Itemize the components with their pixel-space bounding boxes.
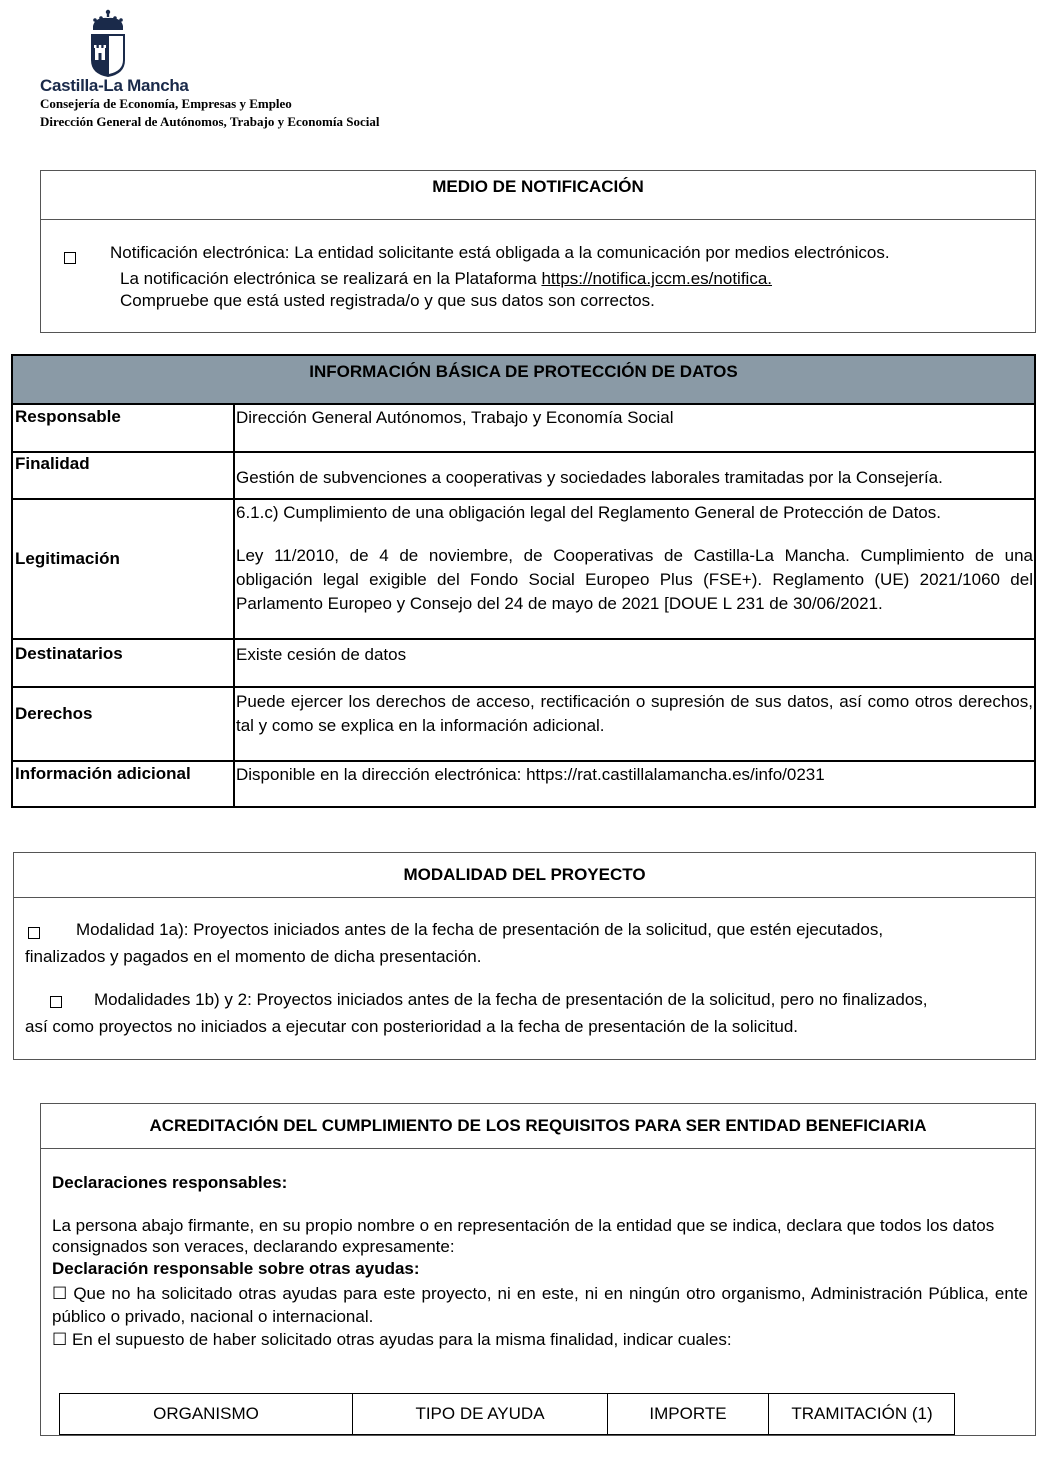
finalidad-label: Finalidad bbox=[15, 454, 90, 473]
castilla-la-mancha-logo bbox=[85, 8, 131, 78]
header-tipo-ayuda: TIPO DE AYUDA bbox=[415, 1404, 545, 1423]
modality-1a-text-line2: finalizados y pagados en el momento de dicha presentación. bbox=[25, 947, 482, 966]
declaration-intro: La persona abajo firmante, en su propio nombre o en representación de la entidad que se indica, declara que todos los datos consignados son veraces, declarando expresamente: bbox=[52, 1216, 995, 1256]
notification-platform-link[interactable]: https://notifica.jccm.es/notifica. bbox=[541, 269, 772, 288]
modality-1b-2-text-line1: Modalidades 1b) y 2: Proyectos iniciados antes de la fecha de presentación de la solicitud, pero no finalizados, bbox=[94, 990, 928, 1009]
modality-section bbox=[13, 852, 1036, 1060]
electronic-notification-text: Notificación electrónica: La entidad solicitante está obligada a la comunicación por medios electrónicos. bbox=[110, 243, 890, 262]
derechos-label: Derechos bbox=[15, 704, 93, 723]
modality-title: MODALIDAD DEL PROYECTO bbox=[403, 865, 646, 884]
header-tramitacion: TRAMITACIÓN (1) bbox=[791, 1404, 933, 1423]
destinatarios-value: Existe cesión de datos bbox=[236, 645, 407, 664]
accreditation-section bbox=[40, 1103, 1036, 1436]
directorate-name: Dirección General de Autónomos, Trabajo y Economía Social bbox=[40, 114, 380, 129]
no-other-aid-option[interactable]: ☐ Que no ha solicitado otras ayudas para este proyecto, ni en este, ni en ningún otro organismo, Administración Pública, ente público o privado, nacional o internacional. bbox=[52, 1284, 1028, 1326]
modality-1b-2-text-line2: así como proyectos no iniciados a ejecutar con posterioridad a la fecha de presentación de la solicitud. bbox=[25, 1017, 799, 1036]
header-importe: IMPORTE bbox=[649, 1404, 727, 1423]
legitimacion-value-1: 6.1.c) Cumplimiento de una obligación legal del Reglamento General de Protección de Datos. bbox=[236, 503, 941, 522]
destinatarios-label: Destinatarios bbox=[15, 644, 123, 663]
legitimacion-value-2: Ley 11/2010, de 4 de noviembre, de Cooperativas de Castilla-La Mancha. Cumplimiento de una obligación legal exigible del Fondo Social Europeo Plus (FSE+). Reglamento (UE) 2021/1060 del Parlamento Europeo y Consejo del 24 de mayo de 2021 [DOUE L 231 de 30/06/2021. bbox=[236, 546, 1033, 613]
info-adicional-label: Información adicional bbox=[15, 764, 191, 783]
other-aid-table bbox=[59, 1393, 955, 1435]
other-aid-heading: Declaración responsable sobre otras ayudas: bbox=[52, 1259, 420, 1278]
modality-1b-2-checkbox[interactable] bbox=[50, 996, 62, 1008]
registration-check-text: Compruebe que está usted registrada/o y que sus datos son correctos. bbox=[120, 291, 655, 310]
derechos-value: Puede ejercer los derechos de acceso, rectificación o supresión de sus datos, así como otros derechos, tal y como se explica en la información adicional. bbox=[236, 692, 1033, 735]
department-name: Consejería de Economía, Empresas y Empleo bbox=[40, 96, 292, 111]
other-aid-option[interactable]: ☐ En el supuesto de haber solicitado otras ayudas para la misma finalidad, indicar cuales: bbox=[52, 1330, 732, 1349]
finalidad-value: Gestión de subvenciones a cooperativas y sociedades laborales tramitadas por la Consejería. bbox=[236, 468, 943, 487]
brand-name: Castilla-La Mancha bbox=[40, 76, 189, 95]
notification-platform-line bbox=[120, 267, 772, 290]
platform-text: La notificación electrónica se realizará en la Plataforma bbox=[120, 269, 542, 288]
responsable-value: Dirección General Autónomos, Trabajo y Economía Social bbox=[236, 408, 674, 427]
declarations-subtitle: Declaraciones responsables: bbox=[52, 1173, 288, 1192]
modality-1a-checkbox[interactable] bbox=[28, 927, 40, 939]
data-protection-title: INFORMACIÓN BÁSICA DE PROTECCIÓN DE DATOS bbox=[309, 362, 738, 381]
electronic-notification-checkbox[interactable] bbox=[64, 252, 76, 264]
notification-title: MEDIO DE NOTIFICACIÓN bbox=[432, 177, 644, 196]
data-protection-header bbox=[13, 356, 1034, 405]
info-adicional-value: Disponible en la dirección electrónica: https://rat.castillalamancha.es/info/0231 bbox=[236, 765, 825, 784]
legitimacion-label: Legitimación bbox=[15, 549, 120, 568]
responsable-label: Responsable bbox=[15, 407, 121, 426]
notification-section bbox=[40, 170, 1036, 333]
modality-1a-text-line1: Modalidad 1a): Proyectos iniciados antes de la fecha de presentación de la solicitud, que estén ejecutados, bbox=[76, 920, 884, 939]
data-protection-table bbox=[11, 354, 1036, 808]
accreditation-title: ACREDITACIÓN DEL CUMPLIMIENTO DE LOS REQUISITOS PARA SER ENTIDAD BENEFICIARIA bbox=[149, 1116, 927, 1135]
header-organismo: ORGANISMO bbox=[153, 1404, 259, 1423]
